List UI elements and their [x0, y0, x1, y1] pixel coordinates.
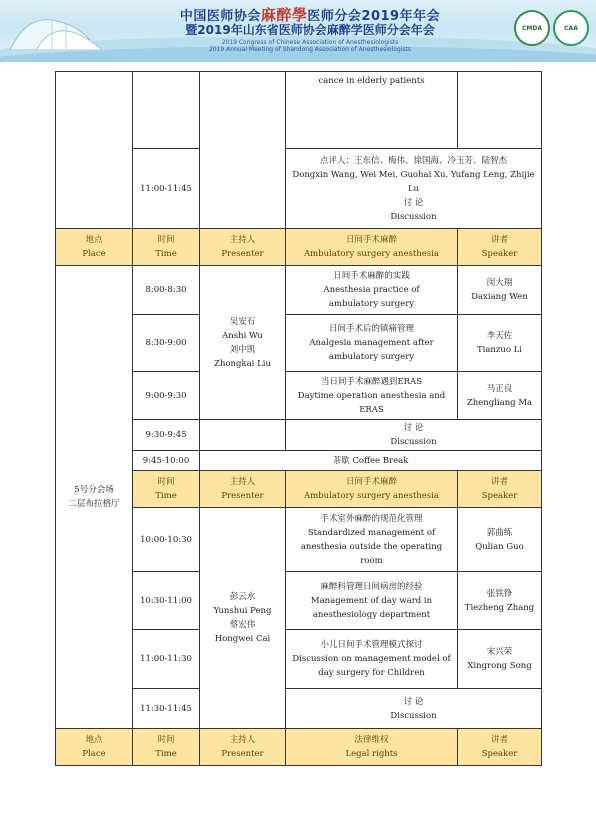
header-speaker: 讲者 Speaker	[457, 728, 542, 766]
presenter-cell: 彭云水 Yunshui Peng 蔡宏伟 Hongwei Cai	[199, 507, 286, 729]
time-cell: 9:30-9:45	[132, 419, 200, 451]
header-place: 地点 Place	[55, 228, 133, 266]
banner-subtitle: 暨2019年山东省医师协会麻醉学医师分会年会	[185, 23, 435, 37]
review-discussion-cell: 点评人：王东信、梅伟、徐国海、冷玉芳、陆智杰 Dongxin Wang, Wei Mei, Guohai Xu, Yufang Leng, Zhijie Lu 讨 论 Discussion	[285, 148, 542, 229]
conference-banner	[0, 0, 596, 62]
coffee-break-cell: 茶歇 Coffee Break	[199, 450, 542, 471]
header-presenter: 主持人 Presenter	[199, 728, 286, 766]
talk-topic-cell: 手术室外麻醉的规范化管理 Standardized management of anesthesia outside the operating room	[285, 507, 458, 572]
time-cell: 10:30-11:00	[132, 571, 200, 630]
speaker-cell: 李天佐 Tianzuo Li	[457, 314, 542, 372]
header-presenter: 主持人 Presenter	[199, 470, 286, 508]
association-logo: CAA	[553, 10, 589, 46]
talk-topic-cell: 日间手术后的镇痛管理 Analgesia management after ambulatory surgery	[285, 314, 458, 372]
speaker-cell: 张铁铮 Tiezheng Zhang	[457, 571, 542, 630]
speaker-cell: 郭曲练 Qulian Guo	[457, 507, 542, 572]
header-time: 时间 Time	[132, 728, 200, 766]
presenter-cell: 吴安石 Anshi Wu 刘中凯 Zhongkai Liu	[199, 265, 286, 420]
header-speaker: 讲者 Speaker	[457, 228, 542, 266]
talk-topic-cell: 麻醉科管理日间病房的经验 Management of day ward in anesthesiology department	[285, 571, 458, 630]
time-cell: 9:45-10:00	[132, 450, 200, 471]
time-cell: 9:00-9:30	[132, 371, 200, 420]
banner-english-title: 2019 Congress of Chinese Association of Anesthesiologists 2019 Annual Meeting of Shandong Association of Anesthesiologists	[208, 39, 412, 53]
time-cell: 10:00-10:30	[132, 507, 200, 572]
time-cell: 8:00-8:30	[132, 265, 200, 315]
venue-cell: 5号分会场 二层布拉格厅	[55, 265, 133, 729]
banner-title: 中国医师协会麻醉學医师分会2019年年会	[179, 6, 441, 24]
building-illustration	[6, 10, 126, 50]
talk-topic-cell: 日间手术麻醉的实践 Anesthesia practice of ambulatory surgery	[285, 265, 458, 315]
time-cell: 11:00-11:30	[132, 629, 200, 689]
time-cell: 8:30-9:00	[132, 314, 200, 372]
header-presenter: 主持人 Presenter	[199, 228, 286, 266]
speaker-cell: 闵大翔 Daxiang Wen	[457, 265, 542, 315]
talk-topic-cell: 小儿日间手术管理模式探讨 Discussion on management model of day surgery for Children	[285, 629, 458, 689]
speaker-cell: 马正良 Zhengliang Ma	[457, 371, 542, 420]
topic-cell: cance in elderly patients	[285, 71, 458, 149]
speaker-cell: 宋兴荣 Xingrong Song	[457, 629, 542, 689]
discussion-cell: 讨 论 Discussion	[285, 688, 542, 729]
header-session-topic: 法律维权 Legal rights	[285, 728, 458, 766]
time-cell-empty	[132, 71, 200, 149]
cmda-logo: CMDA	[514, 10, 550, 46]
header-time: 时间 Time	[132, 470, 200, 508]
speaker-cell-empty	[457, 71, 542, 149]
header-place: 地点 Place	[55, 728, 133, 766]
place-cell-empty	[55, 71, 133, 229]
header-session-topic: 日间手术麻醉 Ambulatory surgery anesthesia	[285, 470, 458, 508]
time-cell: 11:30-11:45	[132, 688, 200, 729]
time-cell: 11:00-11:45	[132, 148, 200, 229]
header-time: 时间 Time	[132, 228, 200, 266]
header-session-topic: 日间手术麻醉 Ambulatory surgery anesthesia	[285, 228, 458, 266]
discussion-cell: 讨 论 Discussion	[285, 419, 542, 451]
header-speaker: 讲者 Speaker	[457, 470, 542, 508]
talk-topic-cell: 当日间手术麻醉遇到ERAS Daytime operation anesthesia and ERAS	[285, 371, 458, 420]
presenter-cell-empty	[199, 71, 286, 229]
